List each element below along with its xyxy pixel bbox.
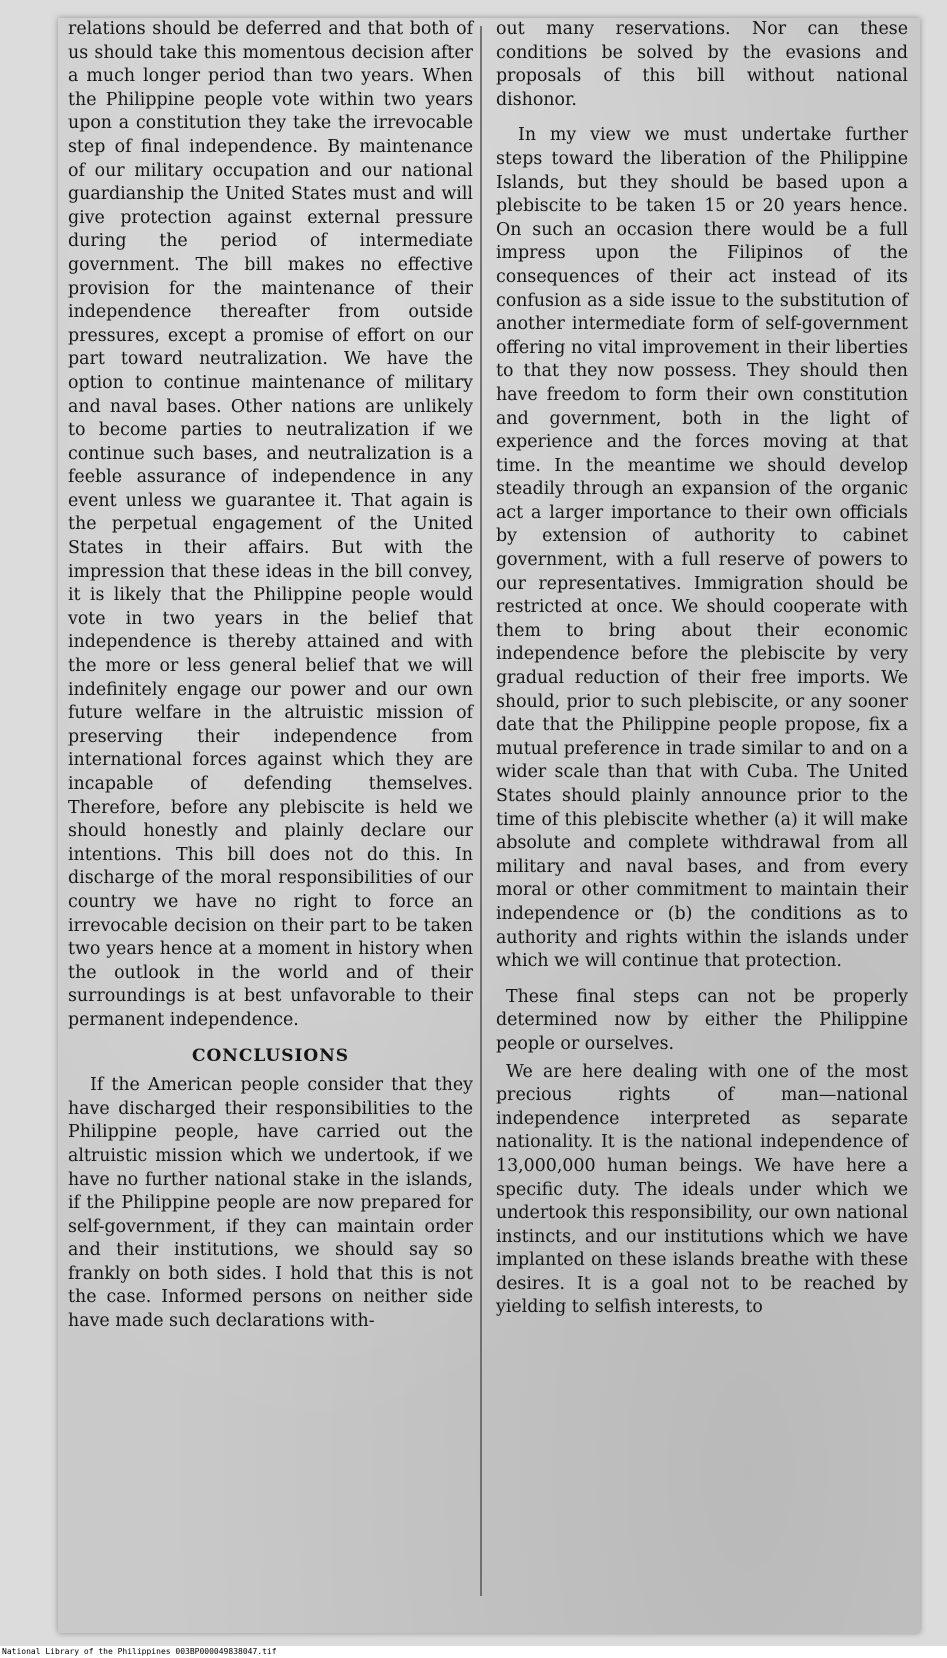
left-paragraph-1: relations should be deferred and that both of us should take this momentous decision after a much longer period than two years. When the Philippine people vote within two years upon a constitution they take the irrevocable step of final independence. By maintenance of our military occupation and our national guardianship the United States must and will give protection against external pressure during the period of intermediate government. The bill makes no effective provision for the maintenance of their independence thereafter from outside pressures, except a promise of effort on our part toward neutralization. We have the option to continue maintenance of military and naval bases. Other nations are unlikely to become parties to neutralization if we continue such bases, and neutralization is a feeble assurance of independence in any event unless we guarantee it. That again is the perpetual engagement of the United States in their affairs. But with the impression that these ideas in the bill convey, it is likely that the Philippine people would vote in two years in the belief that independence is thereby attained and with the more or less general belief that we will indefinitely engage our power and our own future welfare in the altruistic mission of preserving their independence from international forces against which they are incapable of defending themselves. Therefore, before any plebiscite is held we should honestly and plainly declare our intentions. This bill does not do this. In discharge of the moral responsibilities of our country we have no right to force an irrevocable decision on their part to be taken two years hence at a moment in history when the outlook in the world and of their surroundings is at best unfavorable to their permanent independence. <box>68 19 473 1030</box>
column-divider <box>480 26 482 1596</box>
right-paragraph-2: In my view we must undertake further steps toward the liberation of the Philippine Islands, but they should be based upon a plebiscite to be taken 15 or 20 years hence. On such an occasion there would be a full impress upon the Filipinos of the consequences of their act instead of its confusion as a side issue to the substitution of another intermediate form of self-government offering no vital improvement in their liberties to that they now possess. They should then have freedom to form their own constitution and government, both in the light of experience and the forces moving at that time. In the meantime we should develop steadily through an expansion of the organic act a larger importance to their own officials by extension of authority to cabinet government, with a full reserve of powers to our representatives. Immigration should be restricted at once. We should cooperate with them to bring about their economic independence before the plebiscite by very gradual reduction of their free imports. We should, prior to such plebiscite, or any sooner date that the Philippine people propose, fix a mutual preference in trade similar to and on a wider scale than that with Cuba. The United States should plainly announce prior to the time of this plebiscite whether (a) it will make absolute and complete withdrawal from all military and naval bases, and from every moral or other commitment to maintain their independence or (b) the conditions as to authority and rights within the islands under which we will continue that protection. <box>496 125 908 972</box>
left-paragraph-2: If the American people consider that they have discharged their responsibilities to the Philippine people, have carried out the altruistic mission which we undertook, if we have no further national stake in the islands, if the Philippine people are now prepared for self-government, if they can maintain order and their institutions, we should say so frankly on both sides. I hold that this is not the case. Informed persons on neither side have made such declarations with- <box>68 1075 473 1332</box>
left-column <box>68 18 473 1346</box>
archive-footer: National Library of the Philippines 003BP000049838047.tif <box>0 1646 947 1658</box>
newspaper-clipping <box>58 18 920 1633</box>
right-paragraph-3: These final steps can not be properly determined now by either the Philippine people or ourselves. <box>496 986 908 1054</box>
right-column <box>496 18 908 1332</box>
right-paragraph-4: We are here dealing with one of the most precious rights of man—national independence interpreted as separate nationality. It is the national independence of 13,000,000 human beings. We have here a specific duty. The ideals under which we undertook this responsibility, our own national instincts, and our institutions which we have implanted on these islands breathe with these desires. It is a goal not to be reached by yielding to selfish interests, to <box>496 1061 908 1318</box>
conclusions-heading: CONCLUSIONS <box>191 1045 350 1066</box>
right-paragraph-1: out many reservations. Nor can these conditions be solved by the evasions and proposals of this bill without national dishonor. <box>496 19 908 110</box>
